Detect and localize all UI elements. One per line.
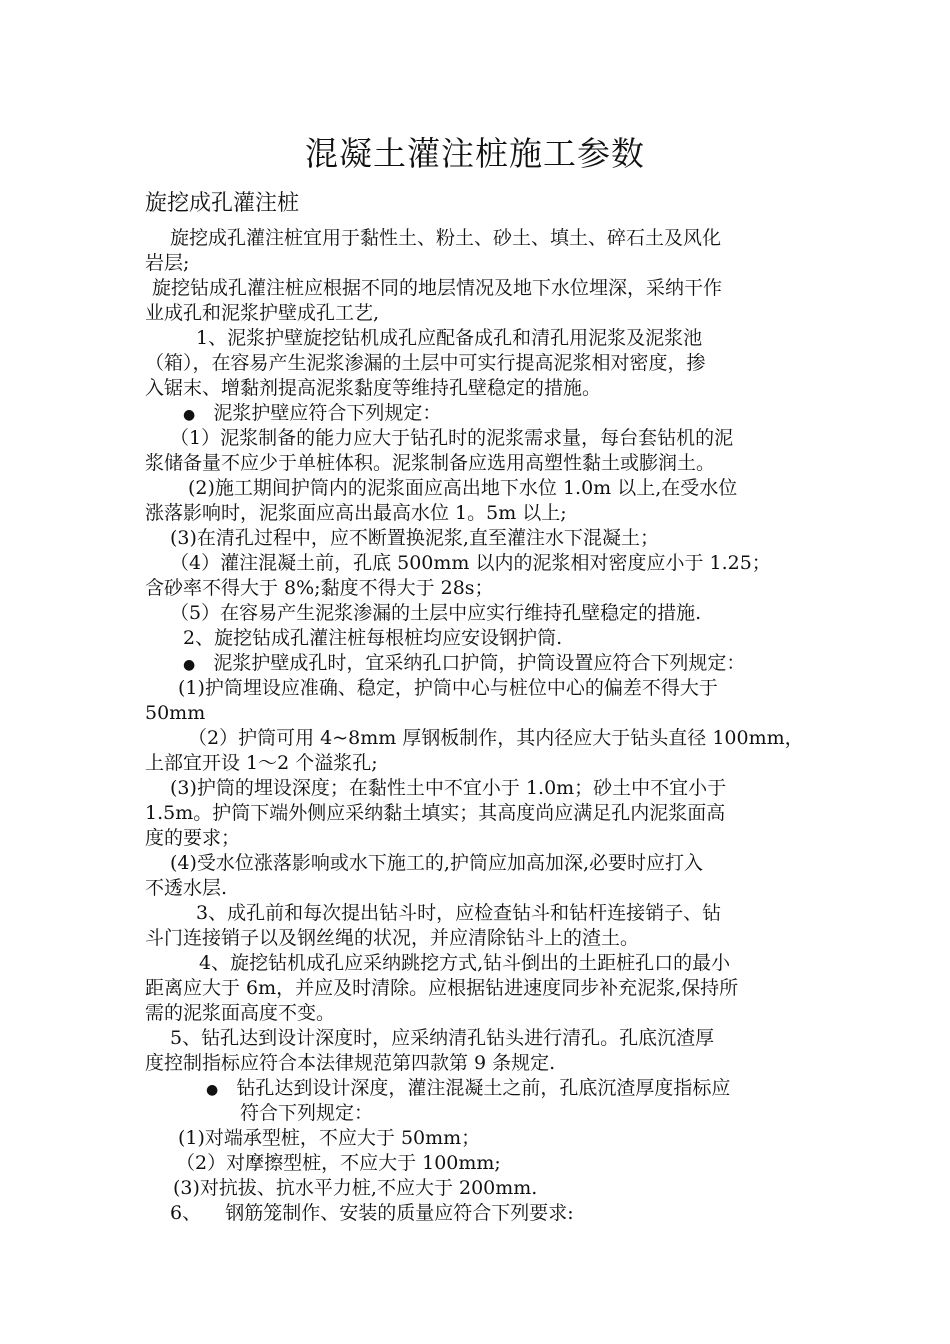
document-title: 混凝土灌注桩施工参数 bbox=[305, 134, 645, 173]
text-line: 旋挖钻成孔灌注桩应根据不同的地层情况及地下水位埋深，采纳干作 bbox=[152, 277, 723, 299]
text-line: 5、钻孔达到设计深度时，应采纳清孔钻头进行清孔。孔底沉渣厚 bbox=[170, 1027, 715, 1049]
text-line: （2）护筒可用 4~8mm 厚钢板制作，其内径应大于钻头直径 100mm， bbox=[188, 727, 804, 749]
text-line: 不透水层. bbox=[145, 877, 228, 899]
text-line: 1.5m。护筒下端外侧应采纳黏土填实；其高度尚应满足孔内泥浆面高 bbox=[145, 802, 726, 824]
text-line: 浆储备量不应少于单桩体积。泥浆制备应选用高塑性黏土或膨润土。 bbox=[145, 452, 716, 474]
text-line: （5）在容易产生泥浆渗漏的土层中应实行维持孔壁稳定的措施. bbox=[170, 602, 702, 624]
text-line: 业成孔和泥浆护壁成孔工艺, bbox=[145, 302, 380, 324]
bullet-item bbox=[183, 651, 745, 677]
text-line: (2)施工期间护筒内的泥浆面应高出地下水位 1.0m 以上,在受水位 bbox=[188, 477, 738, 499]
text-line: （2）对摩擦型桩，不应大于 100mm; bbox=[176, 1152, 501, 1174]
text-line: 岩层; bbox=[145, 252, 190, 274]
bullet-icon: ● bbox=[206, 1082, 219, 1098]
text-line: 旋挖成孔灌注桩宜用于黏性土、粉土、砂土、填土、碎石土及风化 bbox=[170, 227, 722, 249]
text-line: 符合下列规定： bbox=[240, 1102, 374, 1124]
bullet-item bbox=[206, 1076, 730, 1102]
text-line: （4）灌注混凝土前，孔底 500mm 以内的泥浆相对密度应小于 1.25； bbox=[170, 552, 771, 574]
text-line: 入锯末、增黏剂提高泥浆黏度等维持孔壁稳定的措施。 bbox=[145, 377, 602, 399]
text-line: 3、成孔前和每次提出钻斗时，应检查钻斗和钻杆连接销子、钻 bbox=[196, 902, 722, 924]
text-line: (3)护筒的埋设深度；在黏性土中不宜小于 1.0m；砂土中不宜小于 bbox=[170, 777, 727, 799]
text-line: (3)在清孔过程中，应不断置换泥浆,直至灌注水下混凝土； bbox=[170, 527, 659, 549]
section-heading: 旋挖成孔灌注桩 bbox=[145, 191, 300, 216]
text-line: 50mm bbox=[145, 702, 206, 724]
text-line: （1）泥浆制备的能力应大于钻孔时的泥浆需求量，每台套钻机的泥 bbox=[170, 427, 734, 449]
bullet-text: 泥浆护壁应符合下列规定： bbox=[213, 402, 442, 424]
text-line: 上部宜开设 1～2 个溢浆孔; bbox=[145, 752, 378, 774]
bullet-item bbox=[183, 401, 441, 427]
bullet-text: 泥浆护壁成孔时，宜采纳孔口护筒，护筒设置应符合下列规定： bbox=[213, 652, 746, 674]
text-line: (1)对端承型桩，不应大于 50mm； bbox=[178, 1127, 481, 1149]
text-line: 含砂率不得大于 8%;黏度不得大于 28s； bbox=[145, 577, 494, 599]
bullet-icon: ● bbox=[183, 657, 196, 673]
text-line: 1、泥浆护壁旋挖钻机成孔应配备成孔和清孔用泥浆及泥浆池 bbox=[196, 327, 703, 349]
text-line: （箱），在容易产生泥浆渗漏的土层中可实行提高泥浆相对密度，掺 bbox=[145, 352, 706, 374]
text-line: (3)对抗拔、抗水平力桩,不应大于 200mm. bbox=[173, 1177, 538, 1199]
bullet-icon: ● bbox=[183, 407, 196, 423]
text-line: 斗门连接销子以及钢丝绳的状况，并应清除钻斗上的渣土。 bbox=[145, 927, 640, 949]
text-line: 6、 钢筋笼制作、安装的质量应符合下列要求: bbox=[170, 1202, 574, 1224]
bullet-text: 钻孔达到设计深度，灌注混凝土之前，孔底沉渣厚度指标应 bbox=[236, 1077, 731, 1099]
text-line: 度的要求； bbox=[145, 827, 241, 849]
text-line: 距离应大于 6m，并应及时清除。应根据钻进速度同步补充泥浆,保持所 bbox=[145, 977, 739, 999]
text-line: 2、旋挖钻成孔灌注桩每根桩均应安设钢护筒. bbox=[183, 627, 563, 649]
text-line: (1)护筒埋设应准确、稳定，护筒中心与桩位中心的偏差不得大于 bbox=[178, 677, 718, 699]
text-line: (4)受水位涨落影响或水下施工的,护筒应加高加深,必要时应打入 bbox=[170, 852, 703, 874]
text-line: 4、旋挖钻机成孔应采纳跳挖方式,钻斗倒出的土距桩孔口的最小 bbox=[199, 952, 731, 974]
text-line: 度控制指标应符合本法律规范第四款第 9 条规定. bbox=[145, 1052, 556, 1074]
text-line: 涨落影响时，泥浆面应高出最高水位 1。5m 以上; bbox=[145, 502, 567, 524]
text-line: 需的泥浆面高度不变。 bbox=[145, 1002, 336, 1024]
